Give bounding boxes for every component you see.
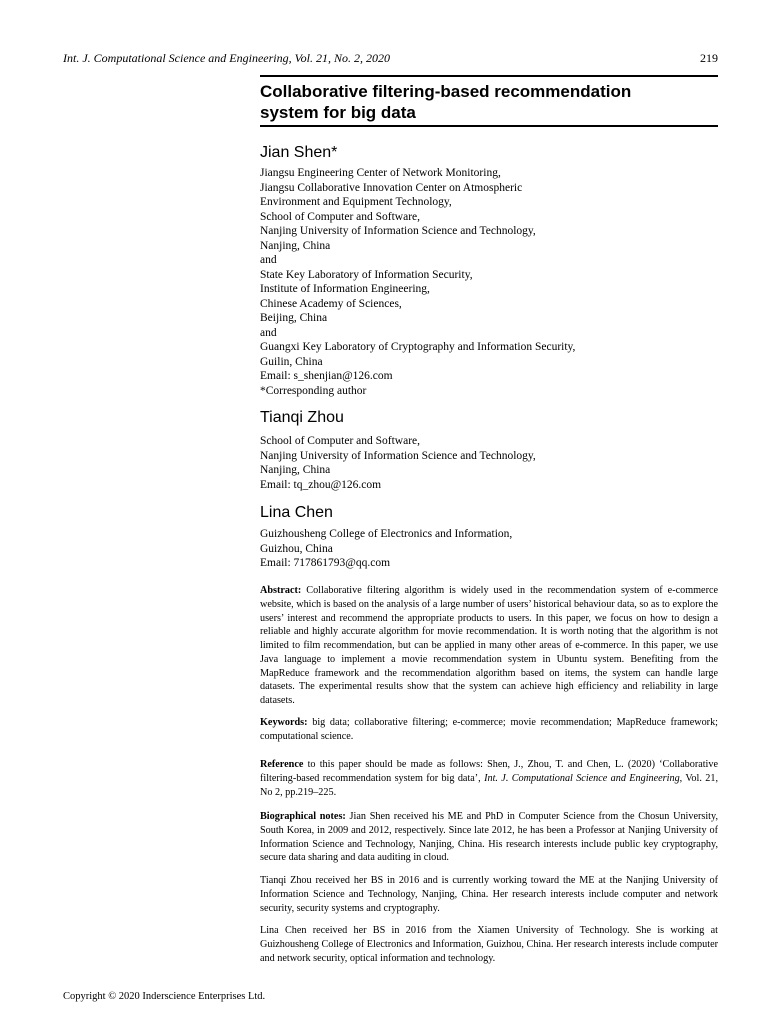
author-name: Jian Shen* (260, 144, 338, 161)
affiliation-line: and (260, 326, 277, 339)
affiliation-line: Nanjing University of Information Science and Technology, (260, 225, 536, 237)
affiliation-line: Nanjing University of Information Science and Technology, (260, 449, 536, 462)
affiliation-line: Jiangsu Engineering Center of Network Monitoring, (260, 167, 501, 179)
affiliation-line: Environment and Equipment Technology, (260, 196, 452, 208)
affiliation-line: Email: s_shenjian@126.com (260, 370, 393, 382)
author-name: Tianqi Zhou (260, 409, 344, 426)
abstract-label: Abstract: (260, 585, 302, 596)
author-affiliation (260, 434, 718, 492)
title-line-2: system for big data (260, 103, 416, 122)
affiliation-line: Email: 717861793@qq.com (260, 557, 391, 569)
affiliation-line: Beijing, China (260, 312, 328, 324)
biographical-notes (260, 810, 718, 865)
affiliation-line: Nanjing, China (260, 464, 331, 476)
copyright-notice: Copyright © 2020 Inderscience Enterprises Ltd. (63, 991, 266, 1002)
abstract (260, 584, 718, 708)
title-bottom-rule (260, 125, 718, 127)
affiliation-line: Guangxi Key Laboratory of Cryptography and Information Security, (260, 341, 576, 353)
affiliation-line: Institute of Information Engineering, (260, 283, 430, 295)
bio-paragraph: Lina Chen received her BS in 2016 from the Xiamen University of Technology. She is working at Guizhousheng College of Electronics and Information, Guizhou, China. Her research interests include computer and network security, optical information and technology. (260, 925, 718, 964)
reference-text: to this paper should be made as follows: Shen, J., Zhou, T. and Chen, L. (2020) ‘Collaborative filtering-based recommendation system for big data’, (260, 759, 719, 784)
page-number: 219 (700, 51, 718, 65)
title-top-rule (260, 75, 718, 77)
abstract-text: Collaborative filtering algorithm is widely used in the recommendation system of e-commerce website, which is based on the analysis of a large number of users’ historical behaviour data, so as to explore the users’ interest and recommend the appropriate products to users. In this paper, we focus on how to design a reliable and highly accurate algorithm for movie recommendation. It is worth noting that the algorithm is not limited to film recommendation, but can be applied in many other areas of e-commerce. In this paper, we use Java language to implement a movie recommendation system in Ubuntu system. Benefiting from the MapReduce framework and the recommendation algorithm based on items, the system can handle large datasets. The experimental results show that the system can achieve high efficiency and reliability in large datasets. (260, 585, 719, 706)
reference-label: Reference (260, 759, 304, 770)
keywords-label: Keywords: (260, 717, 308, 728)
affiliation-line: Chinese Academy of Sciences, (260, 297, 402, 310)
affiliation-line: Guilin, China (260, 355, 323, 368)
reference (260, 758, 718, 799)
keywords (260, 716, 718, 744)
author-name: Lina Chen (260, 504, 333, 521)
bio-paragraph: Tianqi Zhou received her BS in 2016 and is currently working toward the ME at the Nanjing University of Information Science and Technology, Nanjing, China. Her research interests include computer and network security, security systems and cryptography. (260, 875, 718, 914)
author-affiliation (260, 166, 718, 398)
affiliation-line: Jiangsu Collaborative Innovation Center on Atmospheric (260, 181, 523, 194)
running-head (63, 51, 718, 65)
affiliation-line: State Key Laboratory of Information Security, (260, 268, 473, 281)
reference-volume: , Vol. 21, No 2, pp.219–225. (260, 772, 718, 798)
affiliation-line: and (260, 254, 277, 266)
author-affiliation (260, 527, 718, 571)
journal-citation: Int. J. Computational Science and Engineering, Vol. 21, No. 2, 2020 (63, 51, 390, 65)
paper-title (260, 81, 718, 123)
title-line-1: Collaborative filtering-based recommendation (260, 82, 632, 101)
bio-text: Jian Shen received his ME and PhD in Computer Science from the Chosun University, South Korea, in 2009 and 2012, respectively. Since late 2012, he has been a Professor at Nanjing University of Information Science and Technology, Nanjing, China. His research interests include public key cryptography, secure data sharing and data auditing in cloud. (260, 811, 718, 864)
affiliation-line: Email: tq_zhou@126.com (260, 478, 382, 491)
affiliation-line: School of Computer and Software, (260, 435, 421, 447)
affiliation-line: Guizhou, China (260, 542, 333, 555)
reference-journal: Int. J. Computational Science and Engineering (484, 772, 680, 784)
affiliation-line: School of Computer and Software, (260, 210, 421, 223)
keywords-text: big data; collaborative filtering; e-commerce; movie recommendation; MapReduce framework; computational science. (260, 717, 718, 742)
affiliation-line: Guizhousheng College of Electronics and Information, (260, 528, 513, 540)
bio-label: Biographical notes: (260, 811, 346, 822)
affiliation-line: Nanjing, China (260, 239, 331, 252)
affiliation-line: *Corresponding author (260, 384, 367, 397)
